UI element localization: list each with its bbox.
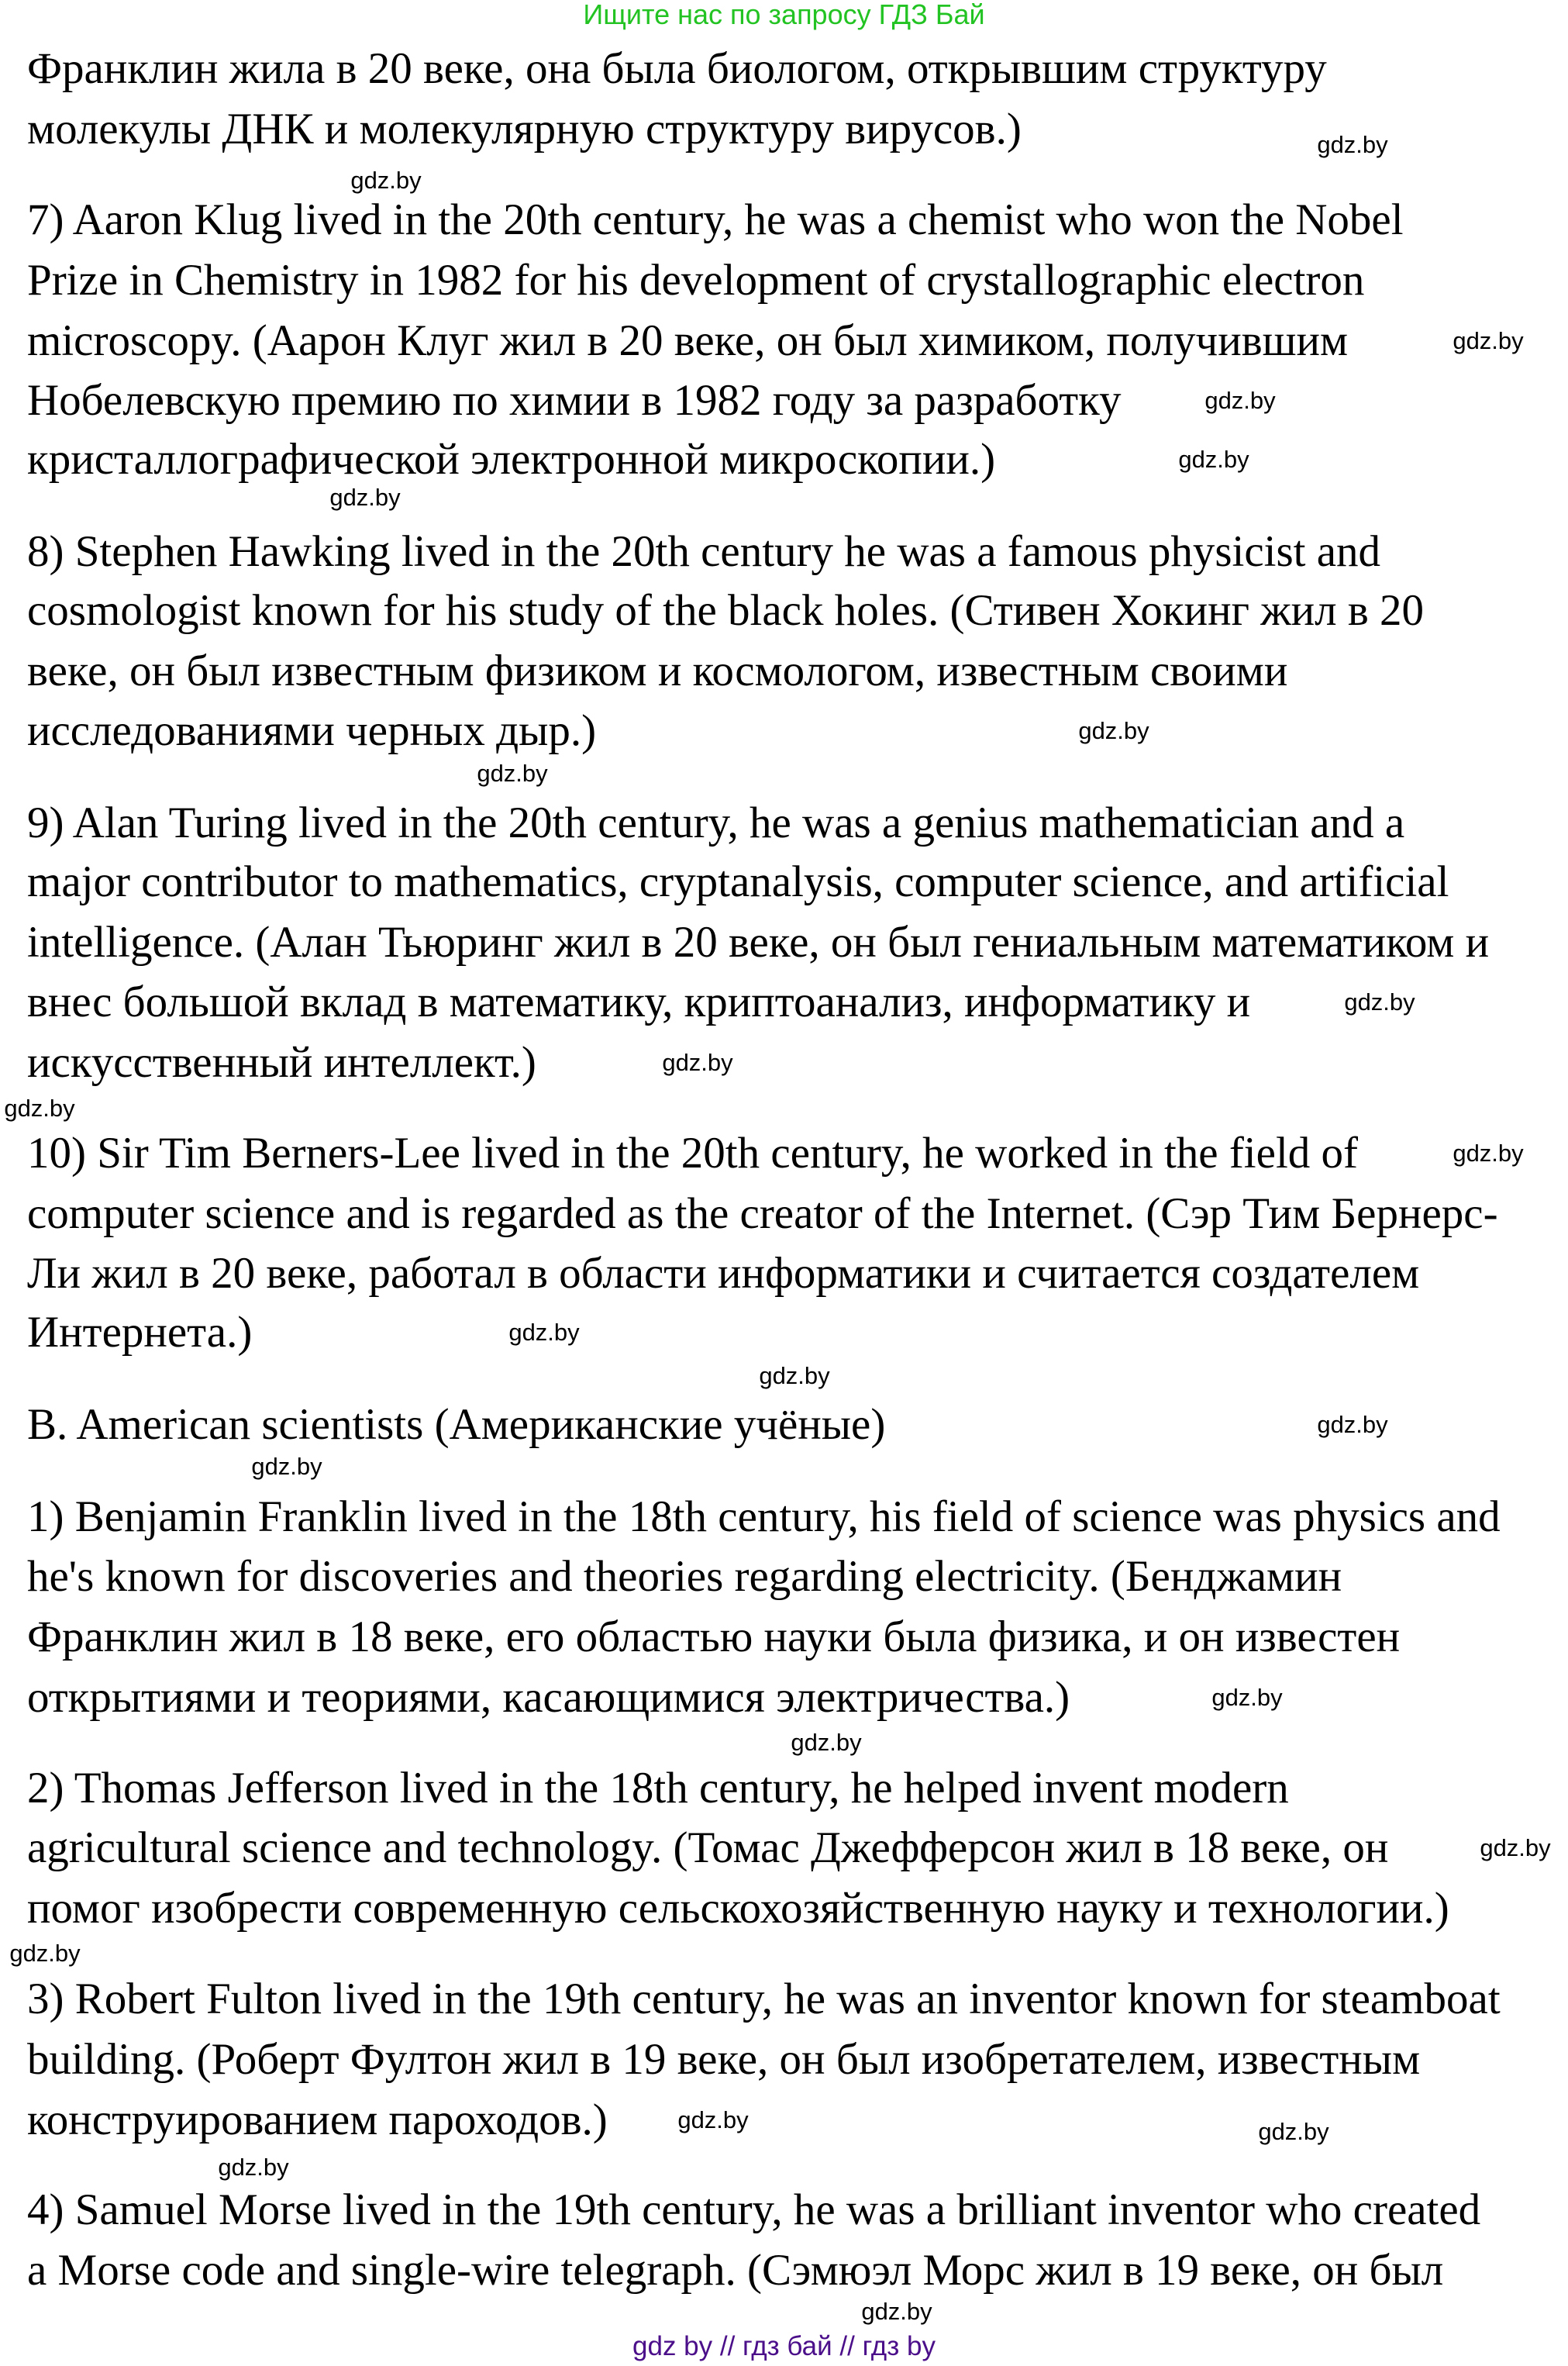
- footer-links: gdz by // гдз бай // гдз by: [632, 2331, 936, 2361]
- search-hint-banner: Ищите нас по запросу ГДЗ Бай: [583, 0, 985, 30]
- watermark: gdz.by: [1211, 1684, 1283, 1711]
- watermark: gdz.by: [329, 484, 401, 511]
- section-heading: B. American scientists (Американские учёные): [27, 1400, 886, 1449]
- watermark: gdz.by: [1078, 717, 1149, 744]
- watermark: gdz.by: [508, 1319, 580, 1346]
- text-line: a Morse code and single-wire telegraph. (Сэмюэл Морс жил в 19 веке, он был: [27, 2246, 1444, 2295]
- text-line: искусственный интеллект.): [27, 1038, 536, 1087]
- watermark: gdz.by: [1344, 988, 1415, 1016]
- watermark: gdz.by: [218, 2154, 289, 2181]
- text-line: 10) Sir Tim Berners-Lee lived in the 20th century, he worked in the field of: [27, 1129, 1359, 1178]
- watermark: gdz.by: [1453, 327, 1524, 354]
- text-line: 3) Robert Fulton lived in the 19th century, he was an inventor known for steamboat: [27, 1975, 1501, 2023]
- watermark: gdz.by: [1204, 387, 1276, 414]
- text-line: 9) Alan Turing lived in the 20th century, he was a genius mathematician and a: [27, 798, 1405, 847]
- text-line: Ли жил в 20 веке, работал в области информатики и считается создателем: [27, 1249, 1420, 1298]
- text-line: веке, он был известным физиком и космологом, известным своими: [27, 647, 1288, 695]
- watermark: gdz.by: [477, 760, 548, 787]
- text-line: Prize in Chemistry in 1982 for his development of crystallographic electron: [27, 256, 1365, 305]
- watermark: gdz.by: [861, 2298, 932, 2325]
- watermark: gdz.by: [9, 1940, 81, 1967]
- watermark: gdz.by: [1480, 1834, 1551, 1861]
- watermark: gdz.by: [1317, 1411, 1388, 1438]
- watermark: gdz.by: [350, 167, 422, 194]
- text-line: молекулы ДНК и молекулярную структуру вирусов.): [27, 105, 1022, 153]
- text-line: intelligence. (Алан Тьюринг жил в 20 веке, он был гениальным математиком и: [27, 918, 1490, 967]
- text-line: Интернета.): [27, 1308, 253, 1357]
- text-line: открытиями и теориями, касающимися электричества.): [27, 1673, 1070, 1722]
- watermark: gdz.by: [1178, 446, 1249, 473]
- text-line: кристаллографической электронной микроскопии.): [27, 435, 996, 484]
- text-line: cosmologist known for his study of the black holes. (Стивен Хокинг жил в 20: [27, 586, 1424, 635]
- text-line: computer science and is regarded as the creator of the Internet. (Сэр Тим Бернерс-: [27, 1189, 1498, 1238]
- text-line: помог изобрести современную сельскохозяйственную науку и технологии.): [27, 1884, 1449, 1933]
- text-line: внес большой вклад в математику, криптоанализ, информатику и: [27, 978, 1251, 1026]
- text-line: Франклин жил в 18 веке, его областью науки была физика, и он известен: [27, 1612, 1401, 1661]
- text-line: исследованиями черных дыр.): [27, 706, 597, 755]
- watermark: gdz.by: [759, 1362, 830, 1389]
- text-line: Франклин жила в 20 веке, она была биологом, открывшим структуру: [27, 44, 1327, 93]
- text-line: 2) Thomas Jefferson lived in the 18th century, he helped invent modern: [27, 1764, 1289, 1812]
- text-line: 1) Benjamin Franklin lived in the 18th century, his field of science was physics and: [27, 1492, 1501, 1541]
- text-line: 7) Aaron Klug lived in the 20th century, he was a chemist who won the Nobel: [27, 195, 1404, 244]
- text-line: major contributor to mathematics, cryptanalysis, computer science, and artificial: [27, 857, 1449, 906]
- watermark: gdz.by: [662, 1049, 733, 1076]
- watermark: gdz.by: [791, 1729, 862, 1756]
- watermark: gdz.by: [251, 1453, 322, 1480]
- text-line: 8) Stephen Hawking lived in the 20th century he was a famous physicist and: [27, 527, 1381, 576]
- text-line: he's known for discoveries and theories regarding electricity. (Бенджамин: [27, 1552, 1342, 1601]
- watermark: gdz.by: [1258, 2118, 1329, 2145]
- watermark: gdz.by: [1317, 131, 1388, 158]
- text-line: microscopy. (Аарон Клуг жил в 20 веке, он был химиком, получившим: [27, 316, 1349, 365]
- text-line: Нобелевскую премию по химии в 1982 году за разработку: [27, 376, 1122, 425]
- watermark: gdz.by: [677, 2106, 749, 2133]
- text-line: конструированием пароходов.): [27, 2095, 608, 2144]
- watermark: gdz.by: [1453, 1140, 1524, 1167]
- watermark: gdz.by: [4, 1095, 75, 1122]
- text-line: agricultural science and technology. (Томас Джефферсон жил в 18 веке, он: [27, 1823, 1389, 1872]
- text-line: 4) Samuel Morse lived in the 19th century, he was a brilliant inventor who created: [27, 2185, 1481, 2234]
- text-line: building. (Роберт Фултон жил в 19 веке, он был изобретателем, известным: [27, 2035, 1421, 2084]
